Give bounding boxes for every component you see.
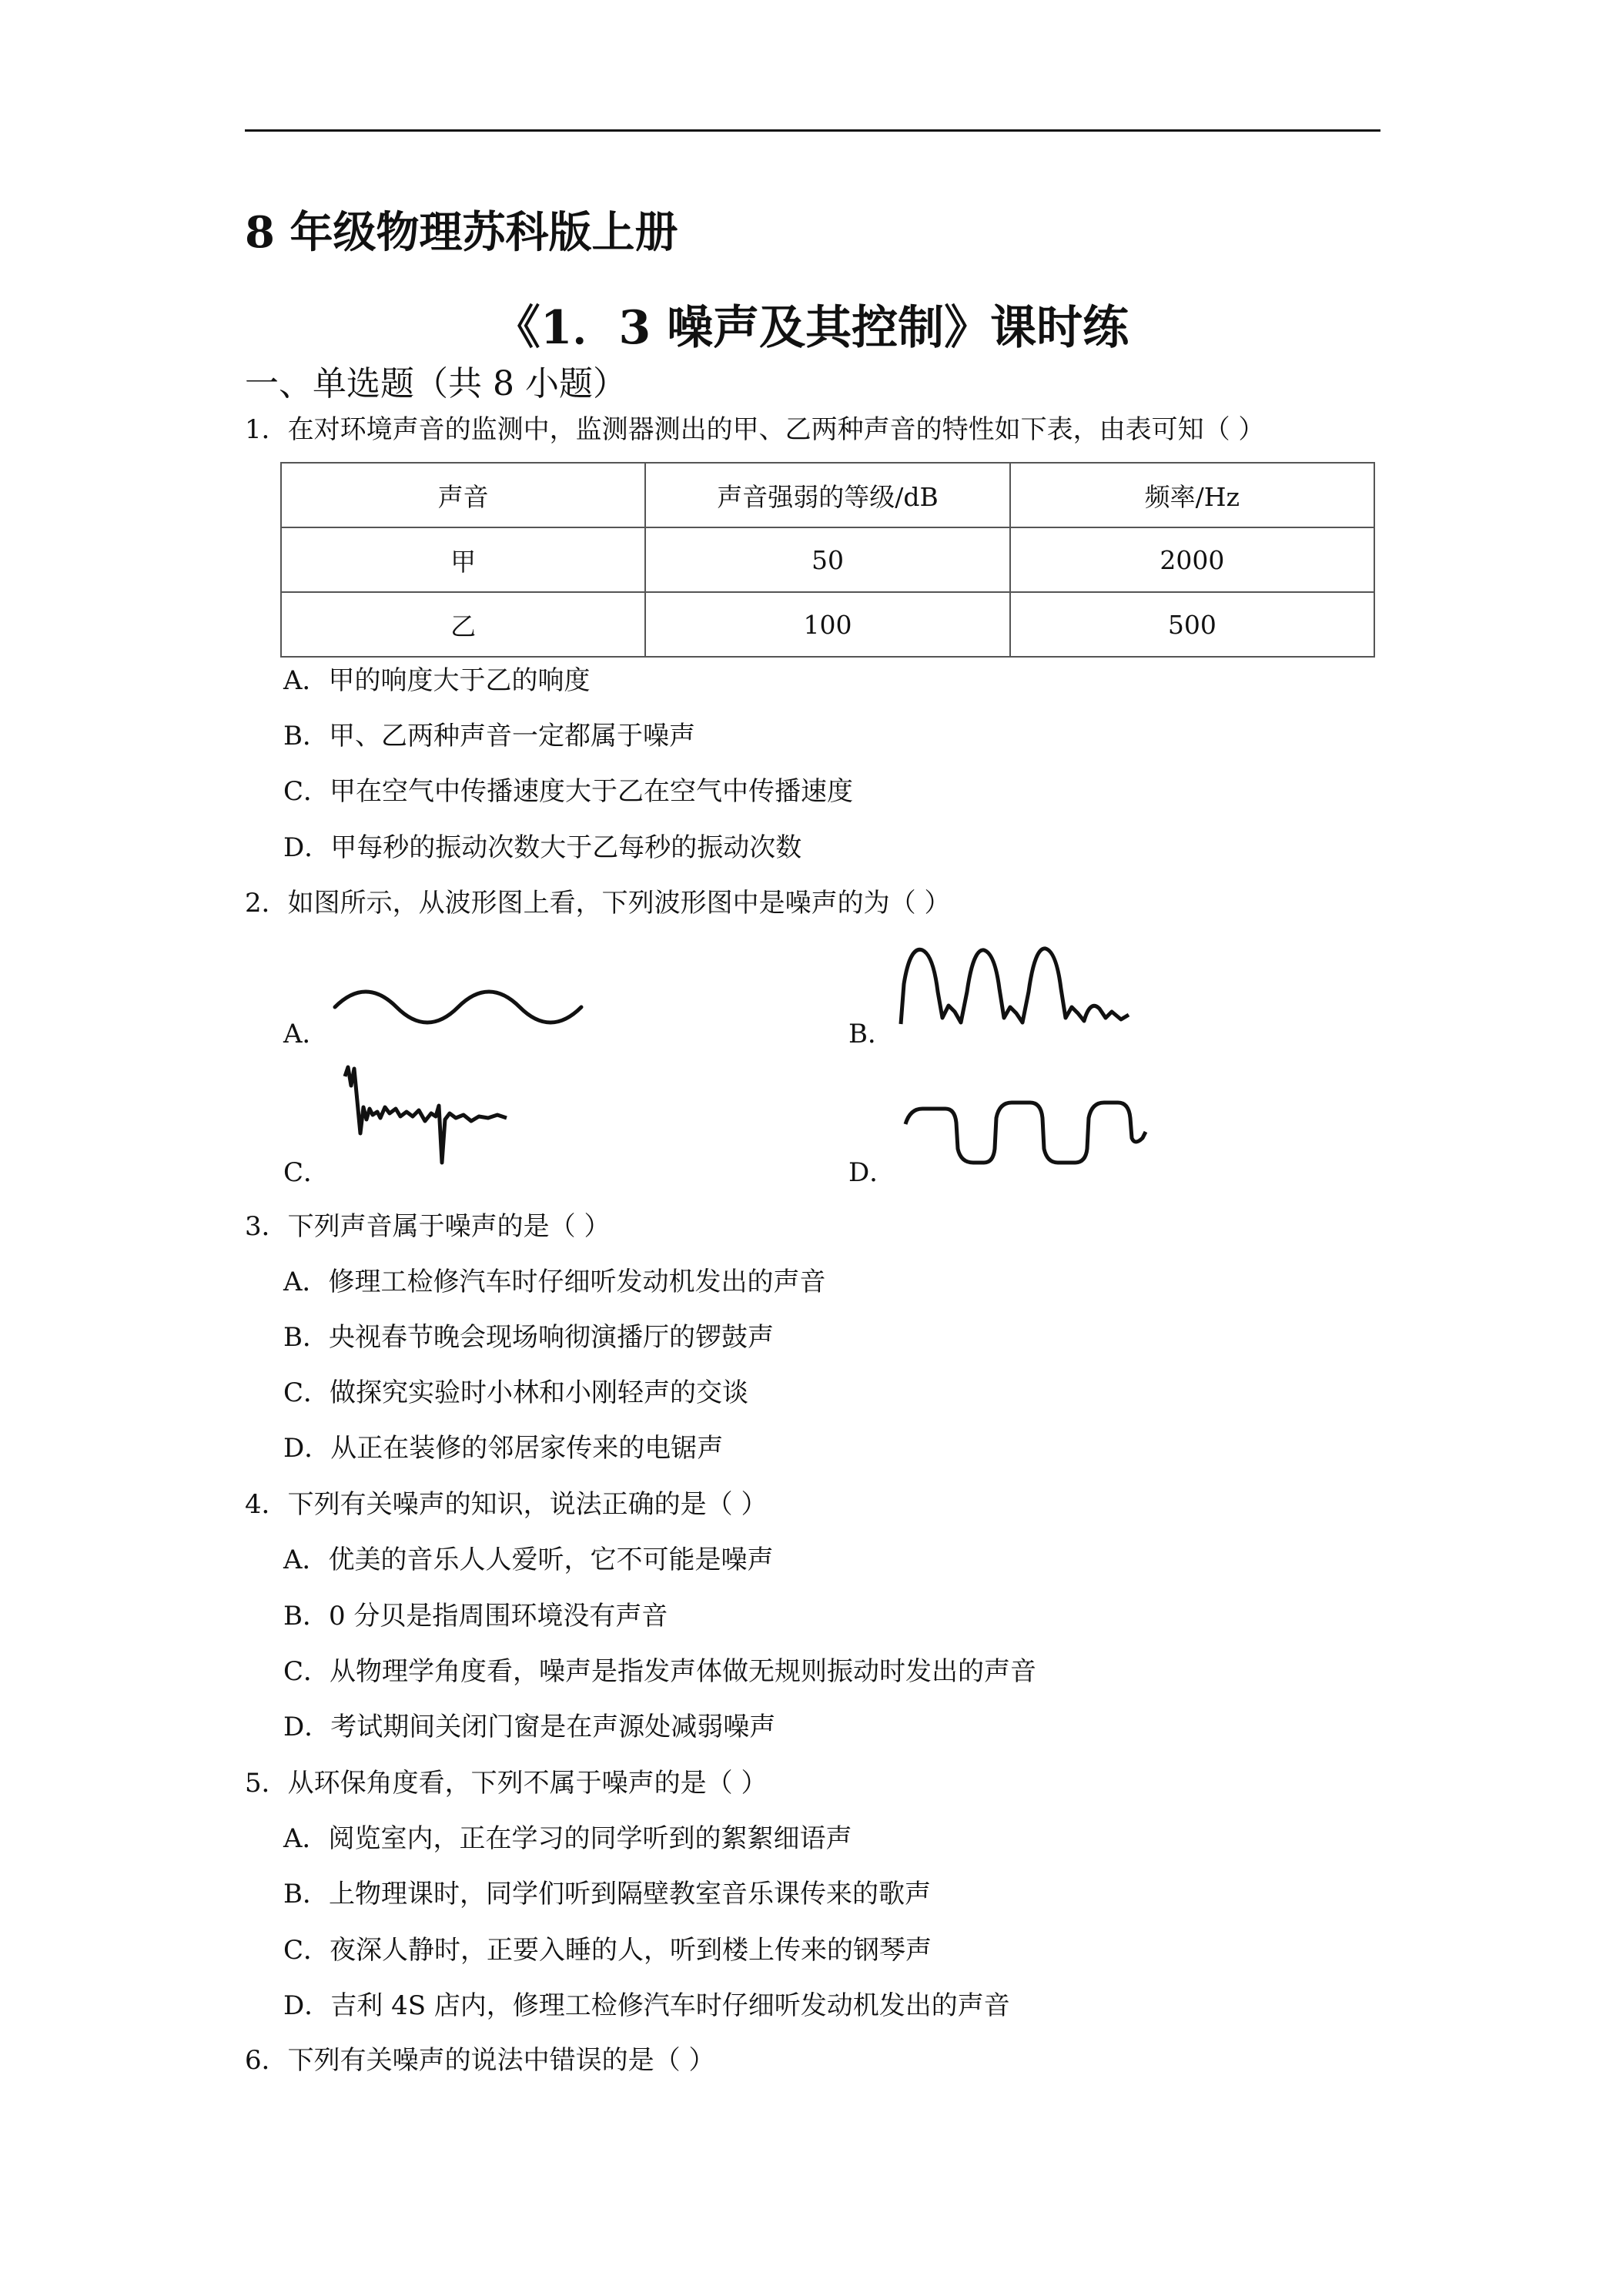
table-cell: 50 <box>645 527 1009 592</box>
figure-label-c: C． <box>283 1157 330 1188</box>
lesson-title: 《1．3 噪声及其控制》课时练 <box>494 301 1129 355</box>
question-4-stem: 4．下列有关噪声的知识，说法正确的是（ ） <box>245 1489 768 1520</box>
table-header-row <box>281 463 1374 527</box>
figure-label-b: B． <box>848 1019 894 1049</box>
q3-option-b: B．央视春节晚会现场响彻演播厅的锣鼓声 <box>283 1322 774 1353</box>
question-2-stem: 2．如图所示，从波形图上看，下列波形图中是噪声的为（ ） <box>245 888 951 919</box>
table-header-cell: 频率/Hz <box>1010 463 1374 527</box>
table-header-cell: 声音 <box>281 463 645 527</box>
q5-option-b: B．上物理课时，同学们听到隔壁教室音乐课传来的歌声 <box>283 1879 931 1909</box>
smooth-sine-wave-icon <box>331 976 593 1038</box>
table-cell: 2000 <box>1010 527 1374 592</box>
regular-peaked-wave-icon <box>893 938 1170 1038</box>
q1-option-a: A．甲的响度大于乙的响度 <box>283 665 591 696</box>
question-3-stem: 3．下列声音属于噪声的是（ ） <box>245 1211 611 1242</box>
table-cell: 500 <box>1010 592 1374 657</box>
square-like-wave-icon <box>899 1092 1153 1176</box>
q1-option-d: D．甲每秒的振动次数大于乙每秒的振动次数 <box>283 832 802 863</box>
q5-option-d: D．吉利 4S 店内，修理工检修汽车时仔细听发动机发出的声音 <box>283 1990 1010 2021</box>
question-1-stem: 1．在对环境声音的监测中，监测器测出的甲、乙两种声音的特性如下表，由表可知（ ） <box>245 414 1265 445</box>
q1-option-c: C．甲在空气中传播速度大于乙在空气中传播速度 <box>283 776 854 807</box>
table-cell: 甲 <box>281 527 645 592</box>
q4-option-d: D．考试期间关闭门窗是在声源处减弱噪声 <box>283 1712 776 1742</box>
q4-option-c: C．从物理学角度看，噪声是指发声体做无规则振动时发出的声音 <box>283 1656 1037 1687</box>
figure-label-d: D． <box>848 1157 896 1188</box>
page-title: 8 年级物理苏科版上册 <box>245 207 678 258</box>
q3-option-d: D．从正在装修的邻居家传来的电锯声 <box>283 1433 724 1464</box>
sound-properties-table <box>280 462 1375 658</box>
table-cell: 乙 <box>281 592 645 657</box>
table-row <box>281 592 1374 657</box>
q5-option-c: C．夜深人静时，正要入睡的人，听到楼上传来的钢琴声 <box>283 1935 932 1966</box>
q3-option-a: A．修理工检修汽车时仔细听发动机发出的声音 <box>283 1267 826 1297</box>
q4-option-a: A．优美的音乐人人爱听，它不可能是噪声 <box>283 1545 774 1575</box>
question-6-stem: 6．下列有关噪声的说法中错误的是（ ） <box>245 2045 715 2076</box>
section-heading: 一、单选题（共 8 小题） <box>245 364 627 403</box>
question-5-stem: 5．从环保角度看，下列不属于噪声的是（ ） <box>245 1768 768 1799</box>
figure-label-a: A． <box>283 1019 329 1049</box>
q3-option-c: C．做探究实验时小林和小刚轻声的交谈 <box>283 1377 749 1408</box>
table-cell: 100 <box>645 592 1009 657</box>
table-header-cell: 声音强弱的等级/dB <box>645 463 1009 527</box>
q5-option-a: A．阅览室内，正在学习的同学听到的絮絮细语声 <box>283 1823 852 1854</box>
irregular-noise-wave-icon <box>339 1063 531 1170</box>
table-row <box>281 527 1374 592</box>
q1-option-b: B．甲、乙两种声音一定都属于噪声 <box>283 721 695 751</box>
q4-option-b: B．0 分贝是指周围环境没有声音 <box>283 1601 668 1632</box>
top-rule <box>245 129 1380 132</box>
